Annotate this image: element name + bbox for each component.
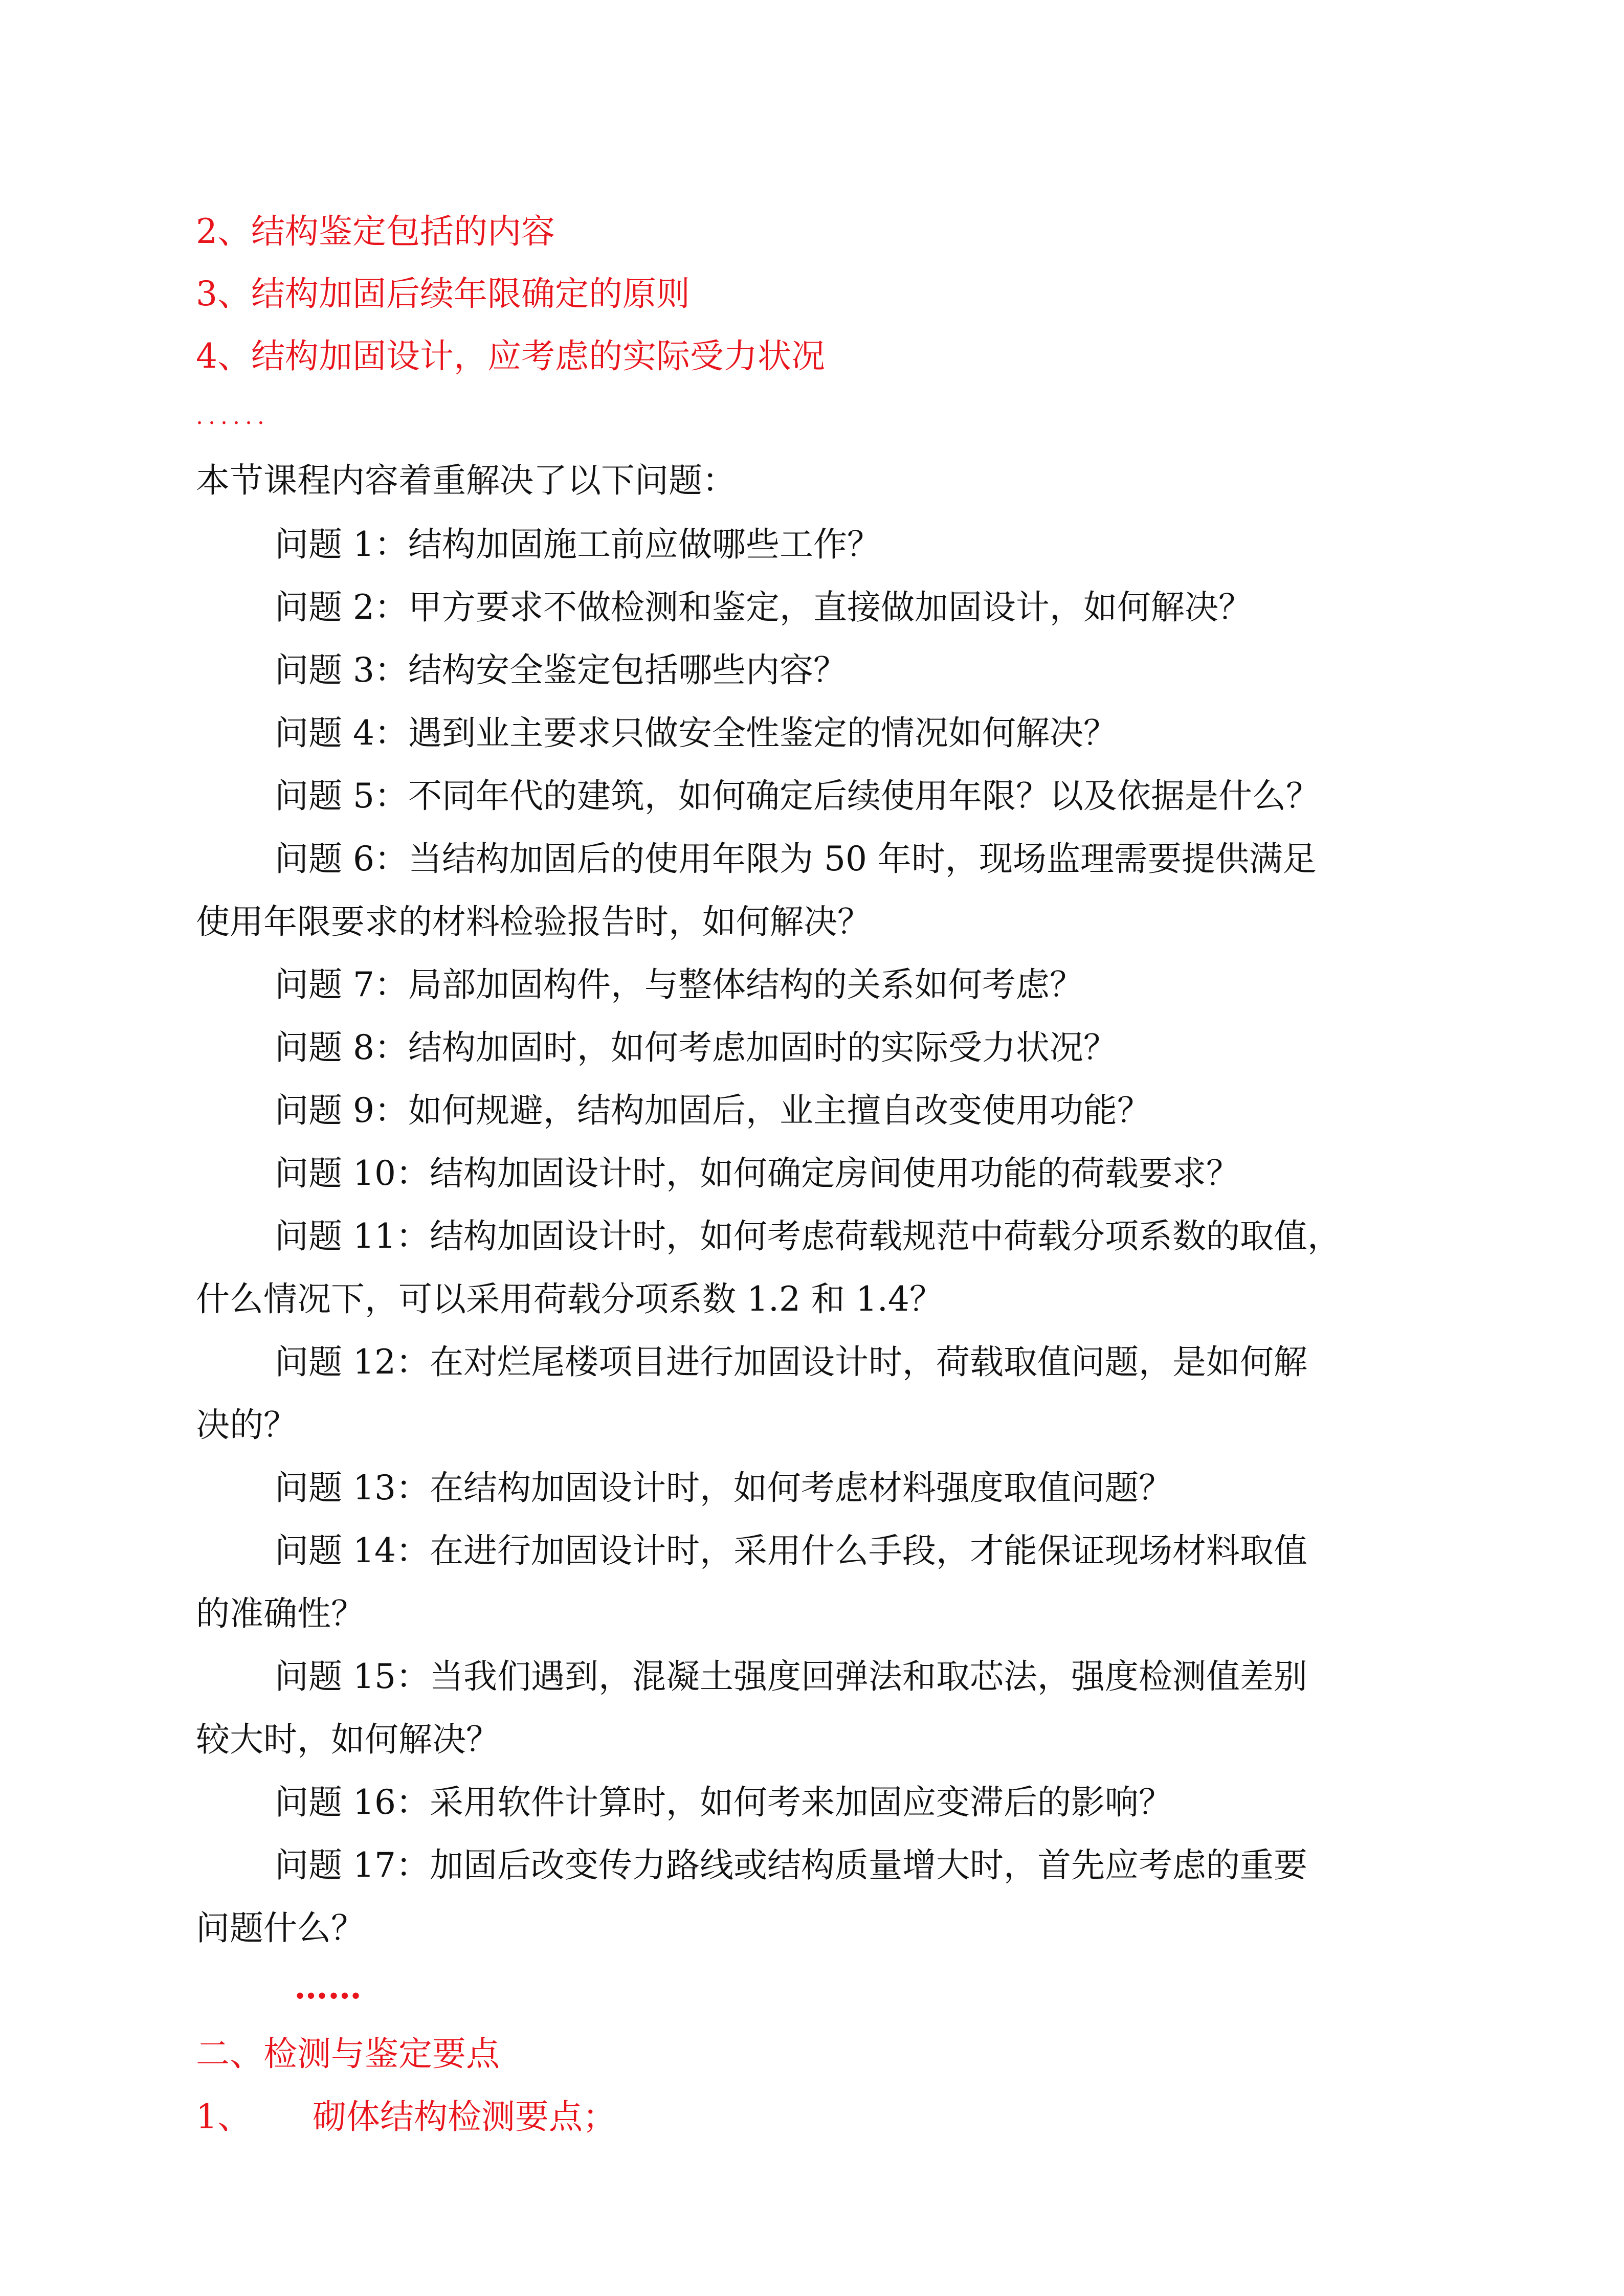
red-item-3: 3、结构加固后续年限确定的原则 bbox=[196, 274, 690, 313]
intro-text: 本节课程内容着重解决了以下问题： bbox=[196, 461, 736, 500]
section-item-text: 砌体结构检测要点； bbox=[313, 2097, 616, 2136]
question-13: 问题 13：在结构加固设计时，如何考虑材料强度取值问题？ bbox=[275, 1468, 1172, 1507]
question-7: 问题 7：局部加固构件，与整体结构的关系如何考虑？ bbox=[275, 965, 1083, 1004]
question-15-line-1: 问题 15：当我们遇到，混凝土强度回弹法和取芯法，强度检测值差别 bbox=[275, 1657, 1307, 1696]
question-4: 问题 4：遇到业主要求只做安全性鉴定的情况如何解决？ bbox=[275, 713, 1117, 753]
question-10: 问题 10：结构加固设计时，如何确定房间使用功能的荷载要求？ bbox=[275, 1154, 1240, 1193]
question-9: 问题 9：如何规避，结构加固后，业主擅自改变使用功能？ bbox=[275, 1091, 1151, 1130]
question-5: 问题 5：不同年代的建筑，如何确定后续使用年限？以及依据是什么？ bbox=[275, 776, 1320, 816]
question-12-line-2: 决的？ bbox=[196, 1405, 297, 1445]
section-item-number: 1、 bbox=[196, 2097, 251, 2136]
section-item-1 bbox=[196, 2094, 616, 2140]
question-1: 问题 1：结构加固施工前应做哪些工作？ bbox=[275, 525, 881, 564]
question-15-line-2: 较大时，如何解决？ bbox=[196, 1720, 500, 1759]
question-17-line-2: 问题什么？ bbox=[196, 1908, 365, 1948]
question-2: 问题 2：甲方要求不做检测和鉴定，直接做加固设计，如何解决？ bbox=[275, 588, 1252, 627]
question-14-line-2: 的准确性？ bbox=[196, 1594, 365, 1633]
question-6-line-1: 问题 6：当结构加固后的使用年限为 50 年时，现场监理需要提供满足 bbox=[275, 839, 1317, 879]
red-dots: ...... bbox=[196, 403, 270, 430]
question-11-line-1: 问题 11：结构加固设计时，如何考虑荷载规范中荷载分项系数的取值， bbox=[275, 1217, 1341, 1256]
question-8: 问题 8：结构加固时，如何考虑加固时的实际受力状况？ bbox=[275, 1028, 1117, 1067]
section-heading: 二、检测与鉴定要点 bbox=[196, 2034, 500, 2074]
question-3: 问题 3：结构安全鉴定包括哪些内容？ bbox=[275, 650, 847, 690]
question-12-line-1: 问题 12：在对烂尾楼项目进行加固设计时，荷载取值问题，是如何解 bbox=[275, 1342, 1307, 1382]
red-item-4: 4、结构加固设计，应考虑的实际受力状况 bbox=[196, 336, 825, 376]
red-item-2: 2、结构鉴定包括的内容 bbox=[196, 212, 555, 251]
ellipsis: …… bbox=[294, 1967, 362, 2007]
question-11-line-2: 什么情况下，可以采用荷载分项系数 1.2 和 1.4？ bbox=[196, 1279, 943, 1319]
question-14-line-1: 问题 14：在进行加固设计时，采用什么手段，才能保证现场材料取值 bbox=[275, 1531, 1307, 1570]
question-16: 问题 16：采用软件计算时，如何考来加固应变滞后的影响？ bbox=[275, 1783, 1172, 1822]
question-6-line-2: 使用年限要求的材料检验报告时，如何解决？ bbox=[196, 902, 871, 941]
question-17-line-1: 问题 17：加固后改变传力路线或结构质量增大时，首先应考虑的重要 bbox=[275, 1845, 1307, 1885]
